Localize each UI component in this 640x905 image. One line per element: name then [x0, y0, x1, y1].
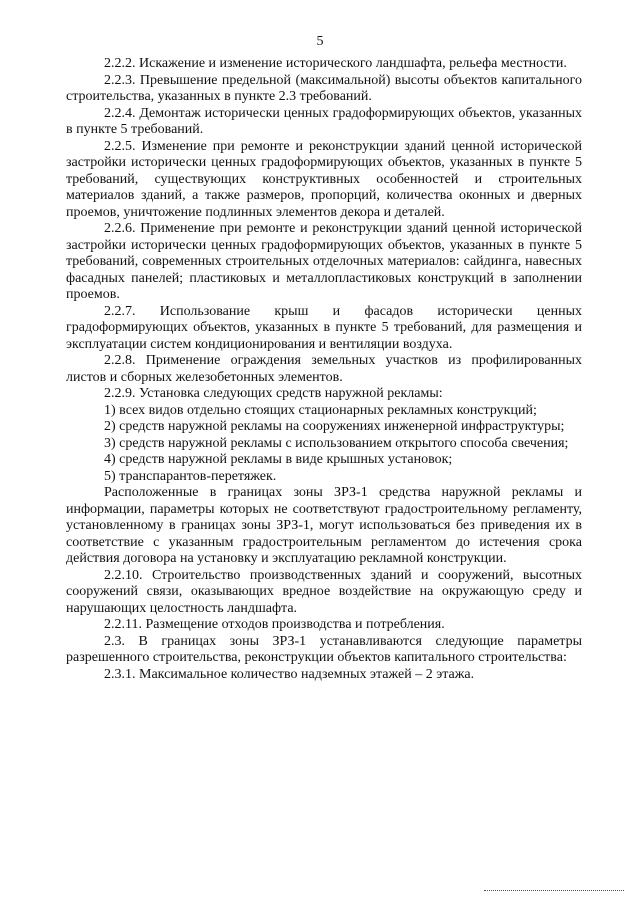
list-item-5: 5) транспарантов-перетяжек. [104, 468, 277, 484]
paragraph-2-2-3: 2.2.3. Превышение предельной (максимальной) высоты объектов капитального строительства, указанных в пункте 2.3 требований. [66, 72, 582, 104]
document-body [66, 56, 582, 683]
paragraph-2-2-6: 2.2.6. Применение при ремонте и реконструкции зданий ценной исторической застройки исторически ценных градоформирующих объектов, указанных в пункте 5 требований, современных строительных отделочных материалов: сайдинга, навесных фасадных панелей; пластиковых и металлопластиковых конструкций в заполнении проемов. [66, 221, 582, 302]
paragraph-2-2-4: 2.2.4. Демонтаж исторически ценных градоформирующих объектов, указанных в пункте 5 требований. [66, 105, 582, 137]
footer-divider [484, 890, 624, 891]
list-item-1: 1) всех видов отдельно стоящих стационарных рекламных конструкций; [104, 402, 537, 418]
paragraph-2-2-8: 2.2.8. Применение ограждения земельных участков из профилированных листов и сборных железобетонных элементов. [66, 353, 582, 385]
paragraph-2-2-11: 2.2.11. Размещение отходов производства и потребления. [104, 617, 445, 632]
list-item-3: 3) средств наружной рекламы с использованием открытого способа свечения; [104, 435, 569, 451]
paragraph-2-2-7: 2.2.7. Использование крыш и фасадов исторически ценных градоформирующих объектов, указанных в пункте 5 требований, для размещения и эксплуатации систем кондиционирования и вентиляции воздуха. [66, 303, 582, 352]
page-number: 5 [316, 34, 324, 49]
paragraph-2-3: 2.3. В границах зоны ЗРЗ-1 устанавливаются следующие параметры разрешенного строительства, реконструкции объектов капитального строительства: [66, 633, 582, 665]
paragraph-2-2-5: 2.2.5. Изменение при ремонте и реконструкции зданий ценной исторической застройки исторически ценных градоформирующих объектов, указанных в пункте 5 требований, существующих конструктивных особенностей и строительных материалов зданий, а также размеров, пропорций, количества оконных и дверных проемов, уничтожение подлинных элементов декора и деталей. [66, 138, 582, 220]
paragraph-2-2-2: 2.2.2. Искажение и изменение исторического ландшафта, рельефа местности. [104, 56, 567, 71]
list-item-2: 2) средств наружной рекламы на сооружениях инженерной инфраструктуры; [104, 419, 565, 434]
paragraph-2-2-9: 2.2.9. Установка следующих средств наружной рекламы: [104, 386, 443, 401]
paragraph-advertising-note: Расположенные в границах зоны ЗРЗ-1 средства наружной рекламы и информации, параметры которых не соответствуют градостроительному регламенту, установленному в границах зоны ЗРЗ-1, могут использоваться без приведения их в соответствие с указанным градостроительным регламентом до истечения срока действия договора на установку и эксплуатацию рекламной конструкции. [66, 485, 582, 566]
paragraph-2-2-10: 2.2.10. Строительство производственных зданий и сооружений, высотных сооружений связи, оказывающих вредное воздействие на окружающую среду и нарушающих целостность ландшафта. [66, 567, 582, 616]
list-item-4: 4) средств наружной рекламы в виде крышных установок; [104, 452, 453, 467]
paragraph-2-3-1: 2.3.1. Максимальное количество надземных этажей – 2 этажа. [104, 666, 475, 682]
